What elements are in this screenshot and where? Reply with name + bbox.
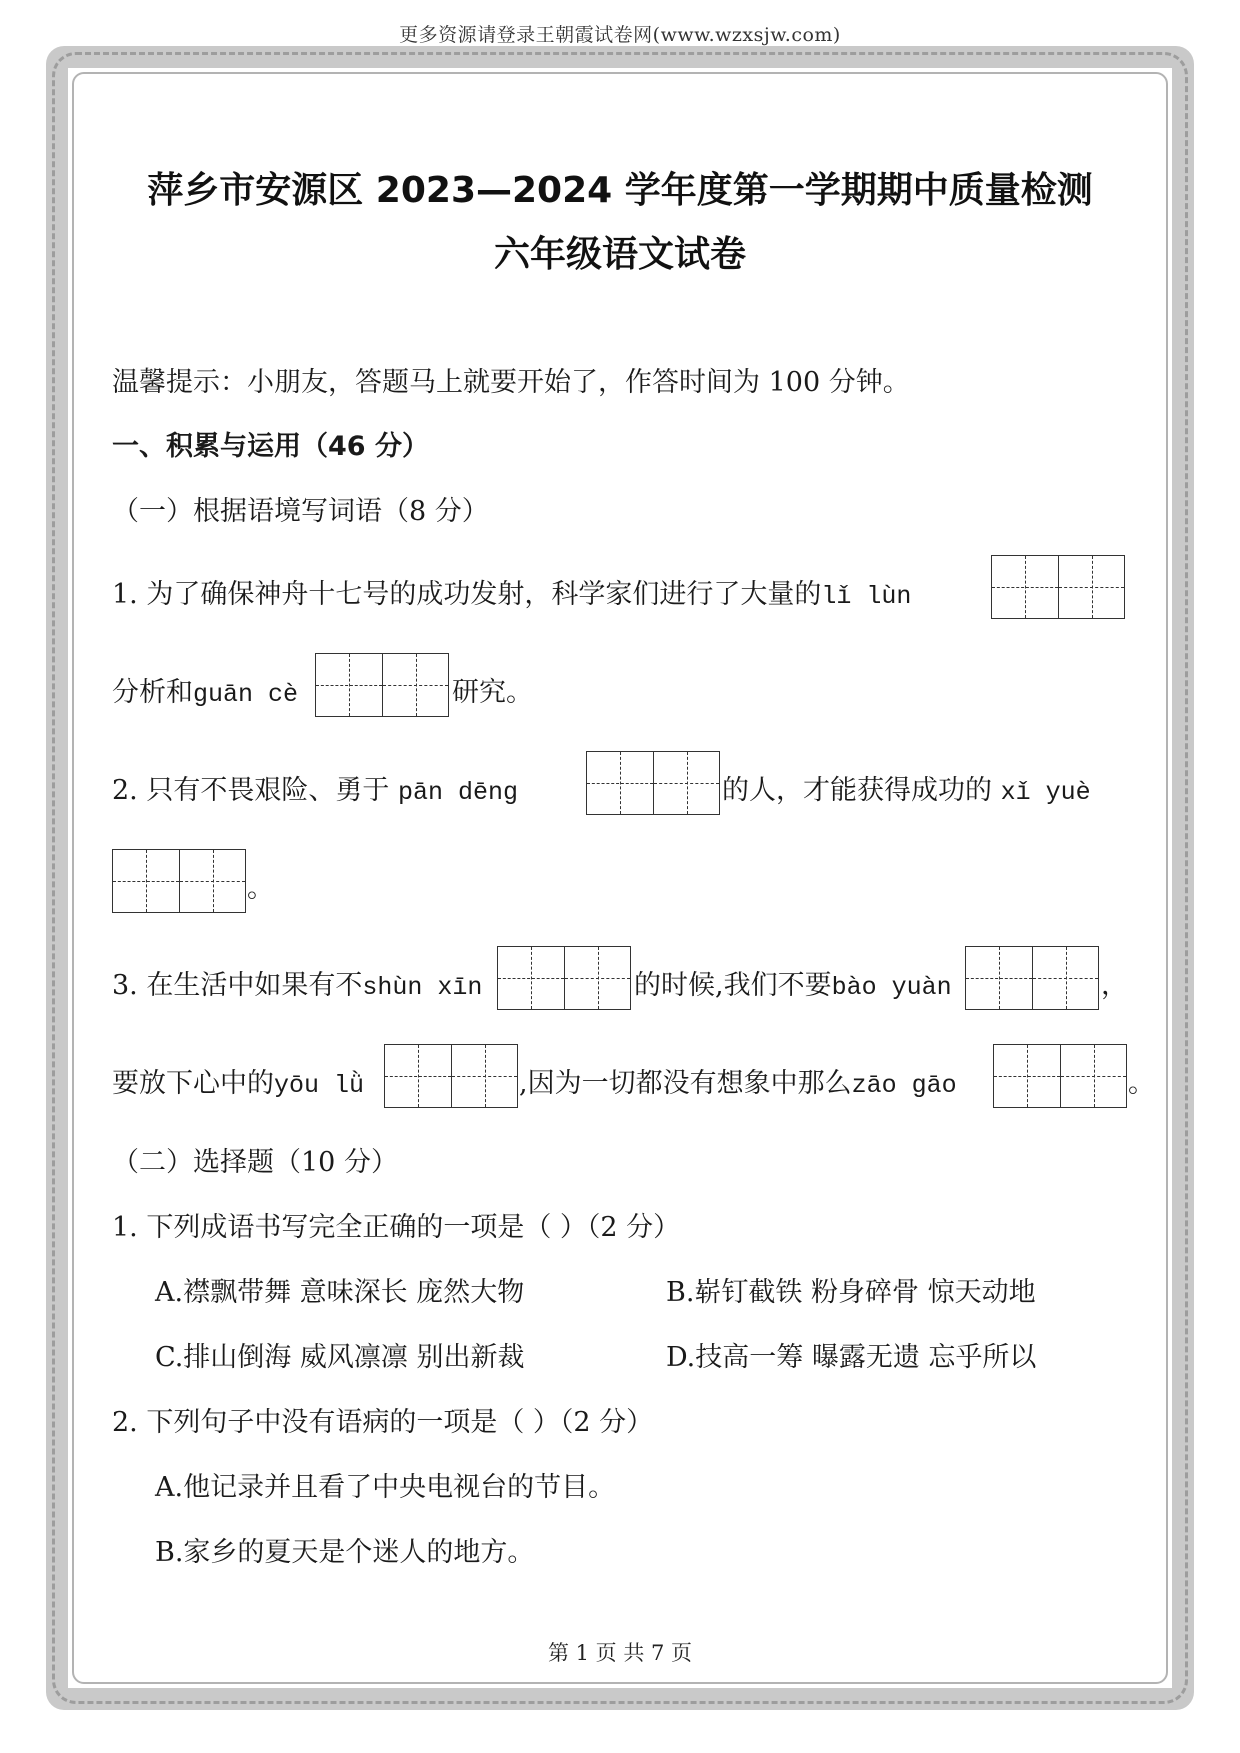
q3-text-c: ， [1101,970,1128,1001]
answer-grid-q2-2[interactable] [112,849,246,913]
q2-pinyin-1: pān dēng [397,778,518,807]
section-heading: 一、积累与运用（46 分） [112,431,429,462]
q3-text-b: 的时候,我们不要 [634,970,832,1001]
q3-pinyin-1: shùn xīn [362,973,483,1002]
watermark: 更多资源请登录王朝霞试卷网(www.wzxsjw.com) [399,24,841,46]
answer-grid-q3-2[interactable] [965,946,1099,1010]
answer-grid-q3-3[interactable] [384,1044,518,1108]
q2-text-c: 。 [247,873,274,904]
question-3-line2b [519,1061,957,1100]
q1-text-c: 研究。 [452,677,533,708]
mc1-option-b[interactable]: B.崭钉截铁 粉身碎骨 惊天动地 [666,1277,1036,1308]
q2-pinyin-2: xǐ yuè [1000,778,1091,807]
mc1-option-a[interactable]: A.襟飘带舞 意味深长 庞然大物 [155,1277,525,1308]
question-3-line2 [112,1061,364,1100]
answer-grid-q3-4[interactable] [993,1044,1127,1108]
mc2-option-a[interactable]: A.他记录并且看了中央电视台的节目。 [155,1472,616,1503]
question-2-line1b [722,768,1091,807]
q1-pinyin-2: guān cè [193,680,299,709]
part-heading-2: （二）选择题（10 分） [112,1147,398,1178]
q3-pinyin-2: bào yuàn [831,973,952,1002]
mc1-option-d[interactable]: D.技高一筹 曝露无遗 忘乎所以 [666,1342,1037,1373]
question-1-line2 [112,670,298,709]
exam-subtitle: 六年级语文试卷 [493,234,746,275]
mc1-option-c[interactable]: C.排山倒海 威风凛凛 别出新裁 [155,1342,525,1373]
q1-text-b: 分析和 [112,677,193,708]
page-number: 第 1 页 共 7 页 [547,1641,693,1665]
q2-text-a: 2. 只有不畏艰险、勇于 [112,775,390,806]
part-heading-1: （一）根据语境写词语（8 分） [112,496,489,527]
answer-grid-q1-1[interactable] [991,555,1125,619]
question-2-line1 [112,768,518,807]
q3-text-f: 。 [1128,1068,1155,1099]
question-3-line1b [634,963,952,1002]
q3-text-a: 3. 在生活中如果有不 [112,970,363,1001]
answer-grid-q3-1[interactable] [497,946,631,1010]
q3-pinyin-4: zāo gāo [851,1071,957,1100]
q1-text-a: 1. 为了确保神舟十七号的成功发射，科学家们进行了大量的 [112,579,822,610]
answer-grid-q1-2[interactable] [315,653,449,717]
q2-text-b: 的人，才能获得成功的 [722,775,992,806]
question-3-line1 [112,963,482,1002]
q3-text-d: 要放下心中的 [112,1068,274,1099]
answer-grid-q2-1[interactable] [586,751,720,815]
q3-pinyin-3: yōu lǜ [274,1071,365,1100]
mc-question-2: 2. 下列句子中没有语病的一项是（ ）（2 分） [112,1407,654,1438]
mc-question-1: 1. 下列成语书写完全正确的一项是（ ）（2 分） [112,1212,681,1243]
q3-text-e: ,因为一切都没有想象中那么 [519,1068,852,1099]
q1-pinyin-1: lǐ lùn [821,582,912,611]
exam-title: 萍乡市安源区 2023—2024 学年度第一学期期中质量检测 [147,170,1093,211]
question-1-line1 [112,572,911,611]
mc2-option-b[interactable]: B.家乡的夏天是个迷人的地方。 [155,1537,535,1568]
tip: 温馨提示：小朋友，答题马上就要开始了，作答时间为 100 分钟。 [112,367,910,398]
